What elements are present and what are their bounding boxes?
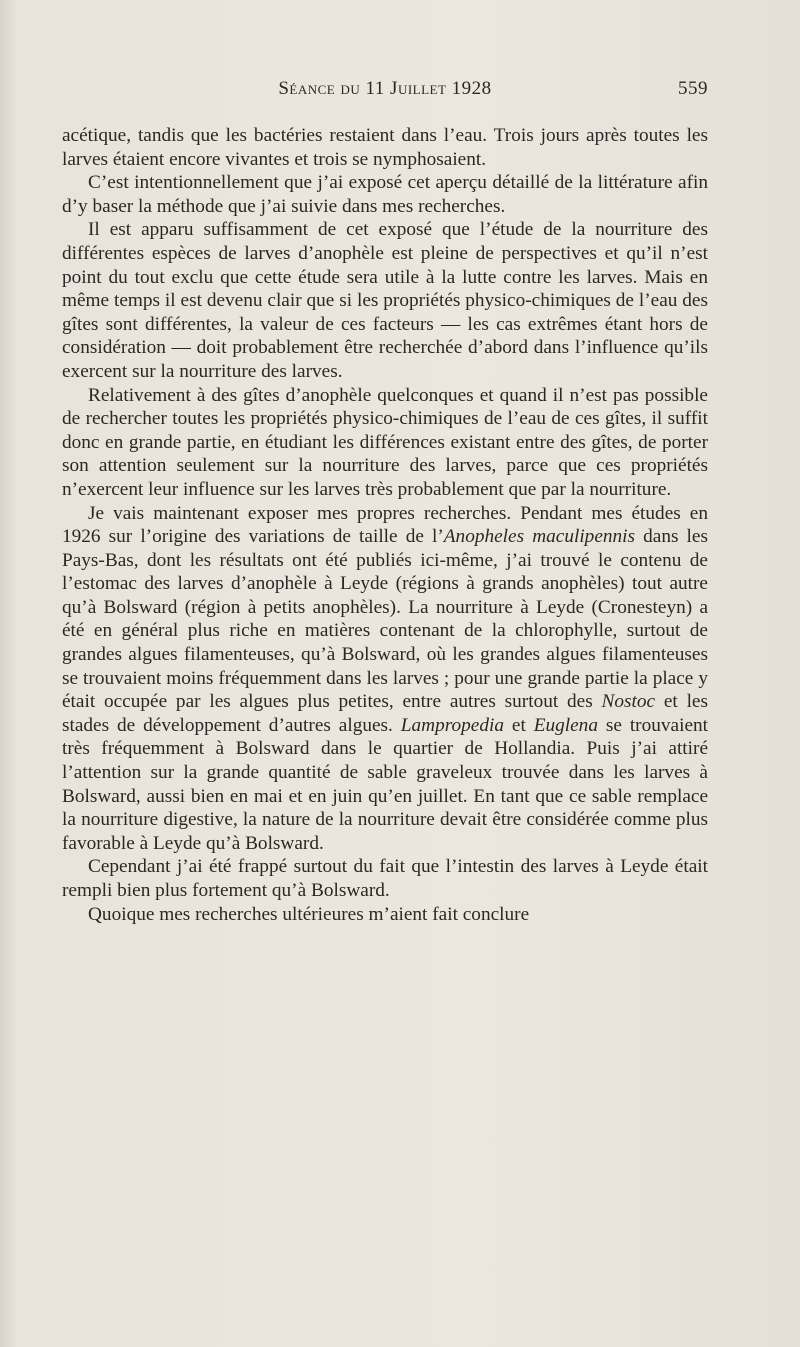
genus-name-nostoc: Nostoc: [601, 691, 656, 713]
paragraph-5-text-c: et les stades de développement d’autres algues.: [62, 691, 708, 736]
paragraph-5-text-d: et: [503, 714, 534, 736]
paragraph-7: Quoique mes recherches ultérieures m’aient fait conclure: [88, 903, 530, 925]
paragraph-6: Cependant j’ai été frappé surtout du fait que l’intestin des larves à Leyde était rempli bien plus fortement qu’à Bolsward.: [62, 856, 708, 901]
page-number: 559: [678, 78, 708, 99]
header-title: Séance du 11 Juillet 1928: [278, 78, 492, 99]
species-name-anopheles: Anopheles maculipennis: [443, 526, 636, 548]
genus-name-euglena: Euglena: [533, 714, 598, 736]
running-header: [62, 78, 708, 108]
body-text: [62, 124, 708, 926]
paragraph-4: Relativement à des gîtes d’anophèle quelconques et quand il n’est pas possible de rechercher toutes les propriétés physico-chimiques de l’eau de ces gîtes, il suffit donc en grande partie, en étudiant les différences existant entre des gîtes, de porter son attention seulement sur la nourriture des larves, parce que ces propriétés n’exercent leur influence sur les larves très probablement que par la nourriture.: [62, 384, 708, 500]
paragraph-1: acétique, tandis que les bactéries restaient dans l’eau. Trois jours après toutes les larves étaient encore vivantes et trois se nymphosaient.: [62, 125, 708, 170]
paragraph-2: C’est intentionnellement que j’ai exposé cet aperçu détaillé de la littérature afin d’y baser la méthode que j’ai suivie dans mes recherches.: [62, 172, 708, 217]
paragraph-5: [62, 502, 708, 856]
paragraph-5-text-e: se trouvaient très fréquemment à Bolsward dans le quartier de Hollandia. Puis j’ai attiré l’attention sur la grande quantité de sable graveleux trouvée dans les larves à Bolsward, aussi bien en mai et en juin qu’en juillet. En tant que ce sable remplace la nourriture digestive, la nature de la nourriture devait être considérée comme plus favorable à Leyde qu’à Bolsward.: [62, 714, 708, 854]
genus-name-lampropedia: Lampropedia: [400, 714, 504, 736]
paragraph-3: Il est apparu suffisamment de cet exposé que l’étude de la nourriture des différentes espèces de larves d’anophèle est pleine de perspectives et qu’il n’est point du tout exclu que cette étude sera utile à la lutte contre les larves. Mais en même temps il est devenu clair que si les propriétés physico-chimiques de l’eau des gîtes sont différentes, la valeur de ces facteurs — les cas extrêmes étant hors de considération — doit probablement être recherchée d’abord dans l’influence qu’ils exercent sur la nourriture des larves.: [62, 219, 708, 382]
paragraph-5-text-b: dans les Pays-Bas, dont les résultats ont été publiés ici-même, j’ai trouvé le contenu de l’estomac des larves d’anophèle à Leyde (régions à grands anophèles) tout autre qu’à Bolsward (région à petits anophèles). La nourriture à Leyde (Cronesteyn) a été en général plus riche en matières contenant de la chlorophylle, surtout de grandes algues filamenteuses, qu’à Bolsward, où les grandes algues filamenteuses se trouvaient moins fréquemment dans les larves ; pour une grande partie la place y était occupée par les algues plus petites, entre autres surtout des: [62, 526, 708, 713]
paragraph-5-text-a: Je vais maintenant exposer mes propres recherches. Pendant mes études en 1926 sur l’origine des variations de taille de l’: [62, 502, 708, 548]
